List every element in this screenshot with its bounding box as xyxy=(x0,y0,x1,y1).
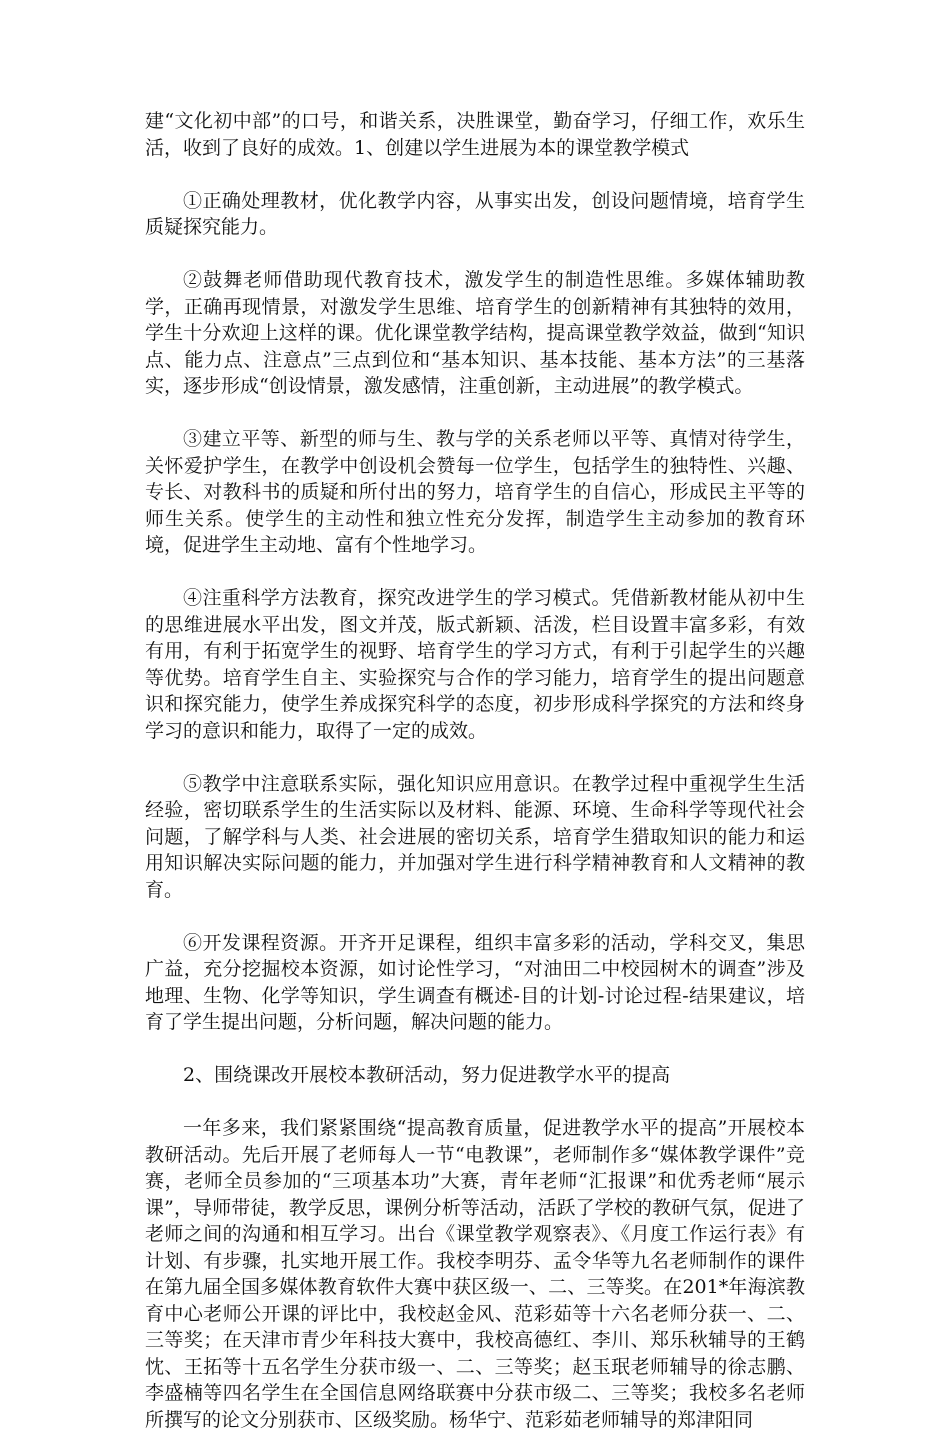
paragraph-item-4: ④注重科学方法教育，探究改进学生的学习模式。凭借新教材能从初中生的思维进展水平出发，图文并茂，版式新颖、活泼，栏目设置丰富多彩，有效有用，有利于拓宽学生的视野、培育学生的学习方式，有利于引起学生的兴趣等优势。培育学生自主、实验探究与合作的学习能力，培育学生的提出问题意识和探究能力，使学生养成探究科学的态度，初步形成科学探究的方法和终身学习的意识和能力，取得了一定的成效。 xyxy=(145,587,805,742)
paragraph-item-2: ②鼓舞老师借助现代教育技术，激发学生的制造性思维。多媒体辅助教学，正确再现情景，对激发学生思维、培育学生的创新精神有其独特的效用，学生十分欢迎上这样的课。优化课堂教学结构，提高课堂教学效益，做到“知识点、能力点、注意点”三点到位和“基本知识、基本技能、基本方法”的三基落实，逐步形成“创设情景，激发感情，注重创新，主动进展”的教学模式。 xyxy=(145,269,805,397)
paragraph-section-2-body: 一年多来，我们紧紧围绕“提高教育质量，促进教学水平的提高”开展校本教研活动。先后开展了老师每人一节“电教课”，老师制作多“媒体教学课件”竞赛，老师全员参加的“三项基本功”大赛，青年老师“汇报课”和优秀老师“展示课”，导师带徒，教学反思，课例分析等活动，活跃了学校的教研气氛，促进了老师之间的沟通和相互学习。出台《课堂教学观察表》、《月度工作运行表》有计划、有步骤，扎实地开展工作。我校李明芬、孟令华等九名老师制作的课件在第九届全国多媒体教育软件大赛中获区级一、二、三等奖。在201*年海滨教育中心老师公开课的评比中，我校赵金风、范彩茹等十六名老师分获一、二、三等奖；在天津市青少年科技大赛中，我校高德红、李川、郑乐秋辅导的王鹤忱、王拓等十五名学生分获市级一、二、三等奖；赵玉珉老师辅导的徐志鹏、李盛楠等四名学生在全国信息网络联赛中分获市级二、三等奖；我校多名老师所撰写的论文分别获市、区级奖励。杨华宁、范彩茹老师辅导的郑津阳同 xyxy=(145,1117,805,1431)
paragraph-item-3: ③建立平等、新型的师与生、教与学的关系老师以平等、真情对待学生，关怀爱护学生，在教学中创设机会赞每一位学生，包括学生的独特性、兴趣、专长、对教科书的质疑和所付出的努力，培育学生的自信心，形成民主平等的师生关系。使学生的主动性和独立性充分发挥，制造学生主动参加的教育环境，促进学生主动地、富有个性地学习。 xyxy=(145,428,805,556)
paragraph-item-1: ①正确处理教材，优化教学内容，从事实出发，创设问题情境，培育学生质疑探究能力。 xyxy=(145,189,805,238)
paragraph-item-5: ⑤教学中注意联系实际，强化知识应用意识。在教学过程中重视学生生活经验，密切联系学生的生活实际以及材料、能源、环境、生命科学等现代社会问题，了解学科与人类、社会进展的密切关系，培育学生猎取知识的能力和运用知识解决实际问题的能力，并加强对学生进行科学精神教育和人文精神的教育。 xyxy=(145,772,805,901)
paragraph-intro: 建“文化初中部”的口号，和谐关系，决胜课堂，勤奋学习，仔细工作，欢乐生活，收到了良好的成效。1、创建以学生进展为本的课堂教学模式 xyxy=(145,110,805,159)
paragraph-item-6: ⑥开发课程资源。开齐开足课程，组织丰富多彩的活动，学科交叉，集思广益，充分挖掘校本资源，如讨论性学习，“对油田二中校园树木的调查”涉及地理、生物、化学等知识，学生调查有概述-目的计划-讨论过程-结果建议，培育了学生提出问题，分析问题，解决问题的能力。 xyxy=(145,931,805,1033)
section-heading-2: 2、围绕课改开展校本教研活动，努力促进教学水平的提高 xyxy=(183,1064,671,1086)
document-page xyxy=(145,108,805,1433)
